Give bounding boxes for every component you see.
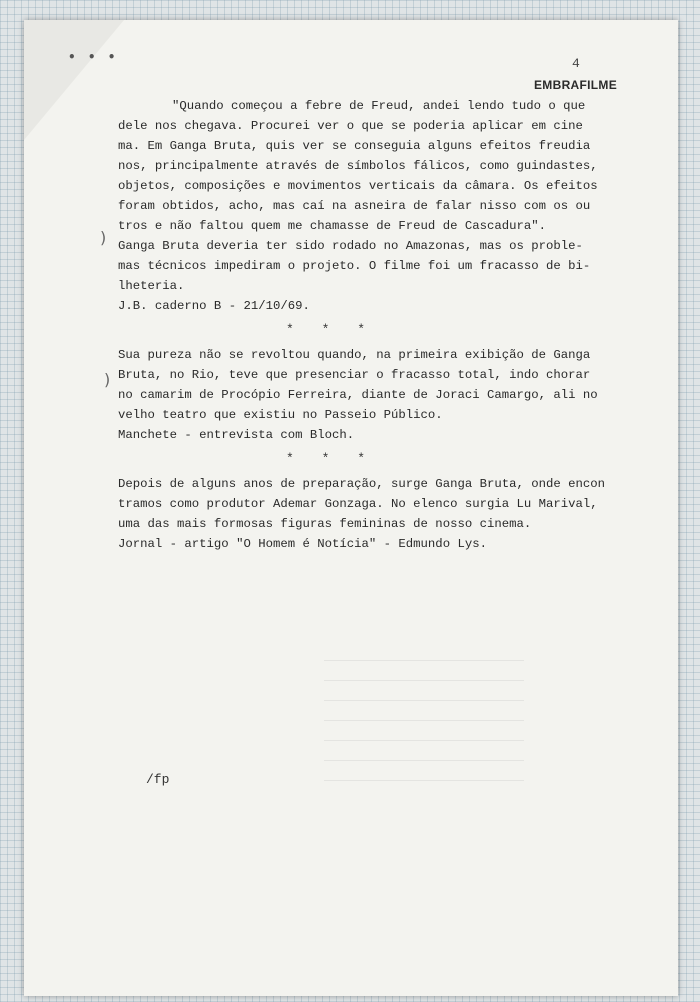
hole-punch-marks: • • • [68, 50, 120, 64]
text-line: foram obtidos, acho, mas caí na asneira de falar nisso com os ou [118, 199, 591, 213]
text-line: mas técnicos impediram o projeto. O filme foi um fracasso de bi- [118, 259, 591, 273]
quote-block-1 [118, 96, 638, 316]
source-citation: J.B. caderno B - 21/10/69. [118, 299, 310, 313]
page-number: 4 [572, 56, 580, 71]
text-line: "Quando começou a febre de Freud, andei lendo tudo o que [172, 99, 586, 113]
folded-corner [24, 20, 124, 140]
text-line: Sua pureza não se revoltou quando, na primeira exibição de Ganga [118, 348, 591, 362]
source-citation: Jornal - artigo "O Homem é Notícia" - Edmundo Lys. [118, 537, 487, 551]
document-page [24, 20, 678, 996]
typist-initials: /fp [146, 772, 170, 787]
text-line: no camarim de Procópio Ferreira, diante de Joraci Camargo, ali no [118, 388, 598, 402]
show-through-text [324, 660, 524, 800]
text-line: uma das mais formosas figuras femininas de nosso cinema. [118, 517, 532, 531]
source-citation: Manchete - entrevista com Bloch. [118, 428, 355, 442]
margin-bracket-mark: ) [104, 370, 111, 389]
margin-bracket-mark: ) [100, 228, 107, 247]
text-line: Ganga Bruta deveria ter sido rodado no Amazonas, mas os proble- [118, 239, 583, 253]
text-line: Depois de alguns anos de preparação, surge Ganga Bruta, onde encon [118, 477, 606, 491]
document-body [118, 96, 638, 554]
text-line: Bruta, no Rio, teve que presenciar o fracasso total, indo chorar [118, 368, 591, 382]
text-line: nos, principalmente através de símbolos fálicos, como guindastes, [118, 159, 598, 173]
section-separator: * * * [286, 451, 376, 466]
text-line: ma. Em Ganga Bruta, quis ver se conseguia alguns efeitos freudia [118, 139, 591, 153]
quote-block-2 [118, 345, 638, 445]
text-line: tramos como produtor Ademar Gonzaga. No elenco surgia Lu Marival, [118, 497, 598, 511]
section-separator: * * * [286, 322, 376, 337]
text-line: objetos, composições e movimentos verticais da câmara. Os efeitos [118, 179, 598, 193]
text-line: tros e não faltou quem me chamasse de Freud de Cascadura". [118, 219, 547, 233]
quote-block-3 [118, 474, 638, 554]
organization-header: EMBRAFILME [534, 78, 617, 92]
text-line: lheteria. [118, 279, 185, 293]
text-line: velho teatro que existiu no Passeio Público. [118, 408, 443, 422]
text-line: dele nos chegava. Procurei ver o que se poderia aplicar em cine [118, 119, 583, 133]
